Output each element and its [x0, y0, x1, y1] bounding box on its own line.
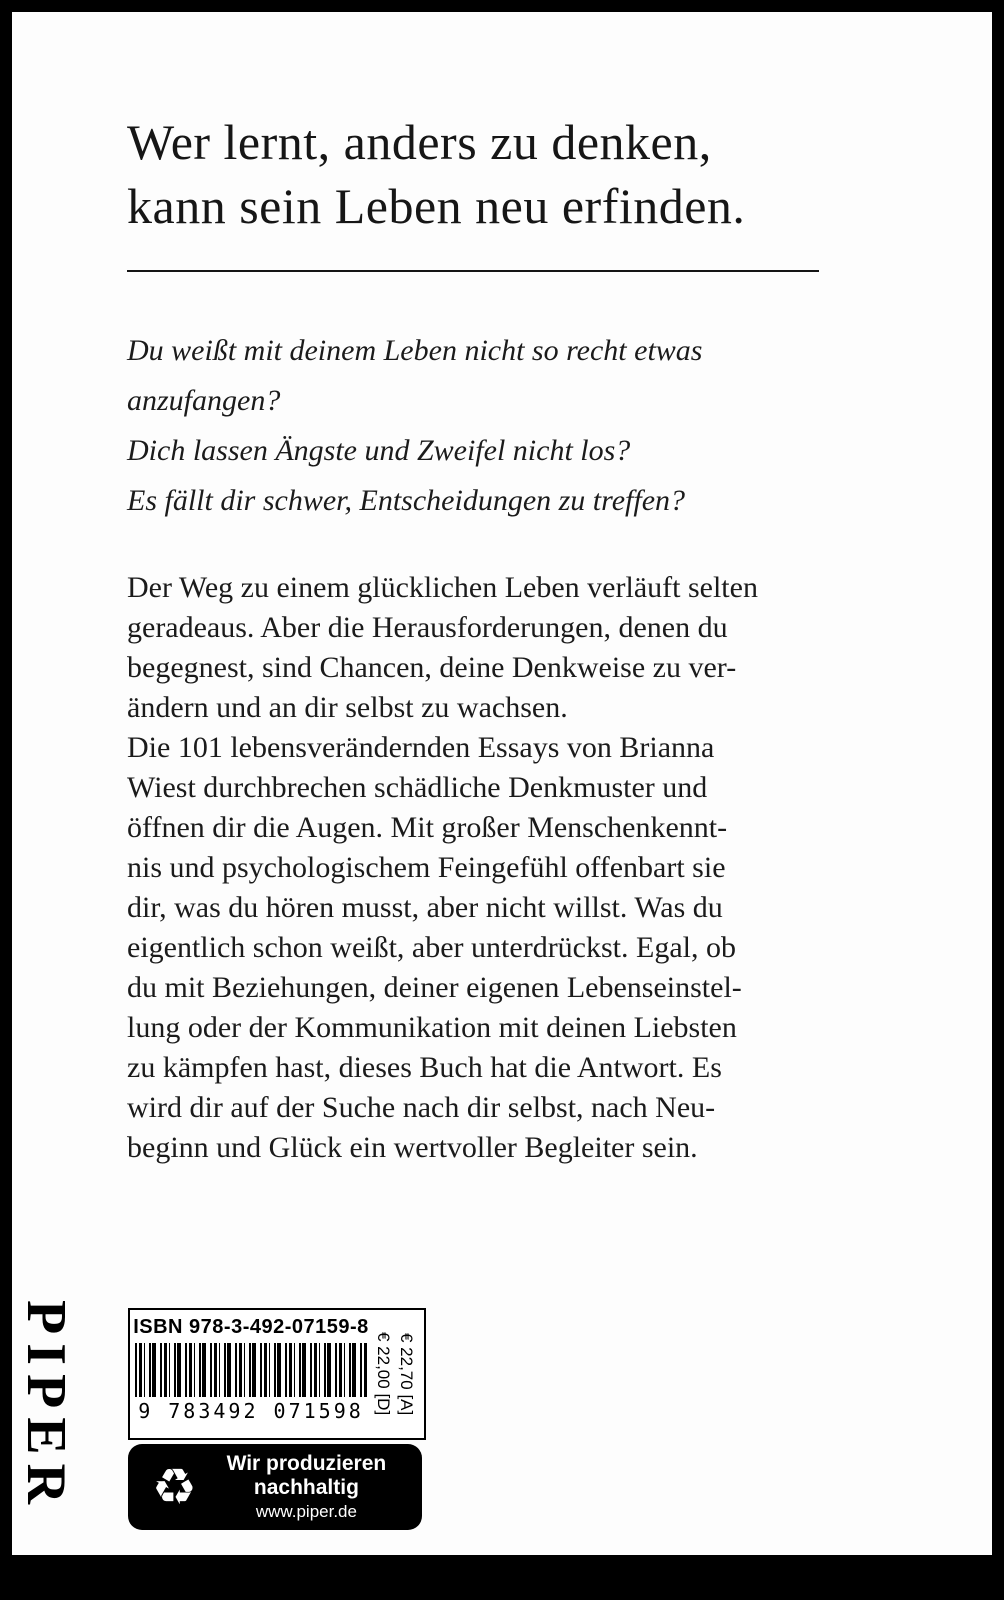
headline [127, 110, 745, 238]
isbn-label: ISBN 978-3-492-07159-8 [133, 1316, 369, 1338]
price-germany: € 22,00 [D] [374, 1332, 393, 1416]
blurb-line: dir, was du hören musst, aber nicht willst. Was du [127, 891, 723, 924]
blurb-line: geradeaus. Aber die Herausforderungen, denen du [127, 611, 728, 644]
piper-publisher-logo: PIPER [15, 1300, 77, 1513]
blurb-line: du mit Beziehungen, deiner eigenen Lebenseinstel- [127, 971, 742, 1004]
blurb-line: Wiest durchbrechen schädliche Denkmuster und [127, 771, 708, 804]
blurb-line: ändern und an dir selbst zu wachsen. [127, 691, 568, 724]
headline-line: Wer lernt, anders zu denken, [127, 114, 712, 170]
blurb-text [127, 568, 758, 1168]
sustainability-badge [128, 1444, 422, 1530]
publisher-url: www.piper.de [255, 1502, 357, 1521]
barcode-digits: 9 783492 071598 [138, 1399, 364, 1423]
blurb-line: wird dir auf der Suche nach dir selbst, nach Neu- [127, 1091, 716, 1124]
divider-rule [127, 270, 819, 272]
blurb-line: Der Weg zu einem glücklichen Leben verläuft selten [127, 571, 758, 604]
headline-line: kann sein Leben neu erfinden. [127, 178, 746, 234]
price-block [372, 1310, 424, 1438]
sustainability-line: nachhaltig [253, 1476, 359, 1499]
cover-page [12, 12, 992, 1555]
blurb-line: Die 101 lebensverändernden Essays von Brianna [127, 731, 715, 764]
sustainability-text [203, 1452, 410, 1522]
recycle-icon: ♻ [152, 1458, 197, 1516]
question-line: Es fällt dir schwer, Entscheidungen zu treffen? [127, 484, 686, 517]
blurb-line: nis und psychologischem Feingefühl offenbart sie [127, 851, 726, 884]
question-line: Du weißt mit deinem Leben nicht so recht etwas [127, 334, 703, 367]
blurb-line: zu kämpfen hast, dieses Buch hat die Antwort. Es [127, 1051, 722, 1084]
ean-barcode [135, 1343, 367, 1397]
blurb-line: lung oder der Kommunikation mit deinen Liebsten [127, 1011, 737, 1044]
blurb-line: beginn und Glück ein wertvoller Begleiter sein. [127, 1131, 698, 1164]
question-line: anzufangen? [127, 384, 281, 417]
sustainability-line: Wir produzieren [226, 1452, 387, 1475]
price-austria: € 22,70 [A] [397, 1332, 416, 1416]
questions-block [127, 326, 702, 526]
blurb-line: eigentlich schon weißt, aber unterdrückst. Egal, ob [127, 931, 736, 964]
isbn-barcode-box [128, 1308, 426, 1440]
question-line: Dich lassen Ängste und Zweifel nicht los? [127, 434, 631, 467]
barcode-column [130, 1310, 372, 1438]
blurb-line: öffnen dir die Augen. Mit großer Menschenkennt- [127, 811, 728, 844]
blurb-line: begegnest, sind Chancen, deine Denkweise zu ver- [127, 651, 737, 684]
